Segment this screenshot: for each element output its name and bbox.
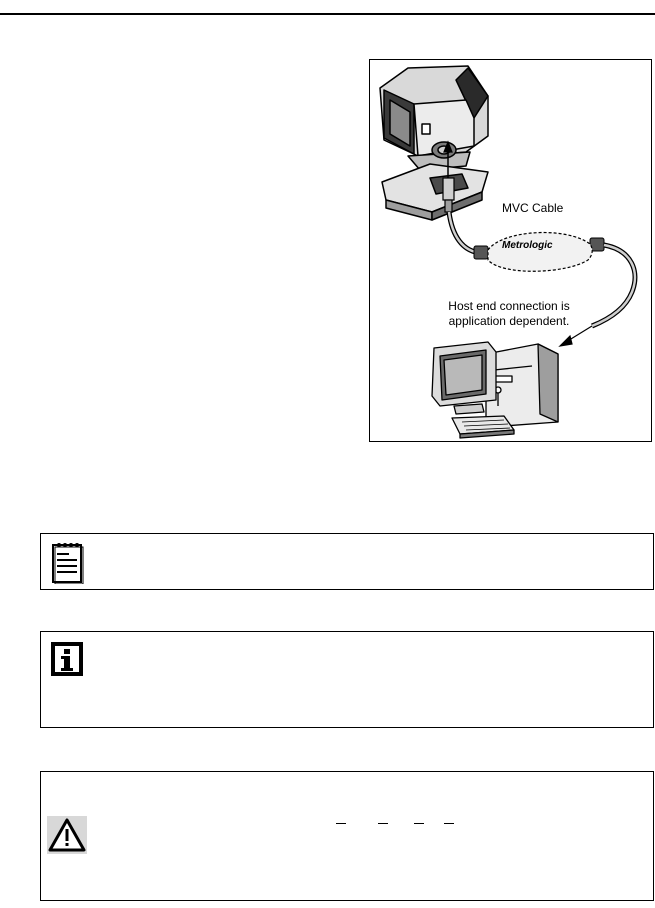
note-callout: [40, 533, 654, 590]
info-callout: [40, 631, 654, 728]
warning-triangle-icon: [47, 816, 87, 854]
scanner-illustration: [380, 66, 488, 220]
metrologic-brand-label: Metrologic: [502, 240, 553, 251]
header-rule: [0, 13, 655, 15]
host-computer-illustration: [432, 342, 558, 438]
host-note-line-1: Host end connection is: [448, 299, 570, 313]
caution-callout: [40, 771, 654, 901]
host-connection-arrow: [560, 326, 592, 346]
host-note-line-2: application dependent.: [448, 314, 570, 328]
note-icon: [51, 540, 85, 584]
mvc-cable-label: MVC Cable: [502, 201, 564, 215]
info-icon: [50, 641, 84, 677]
connection-figure: [369, 59, 652, 442]
